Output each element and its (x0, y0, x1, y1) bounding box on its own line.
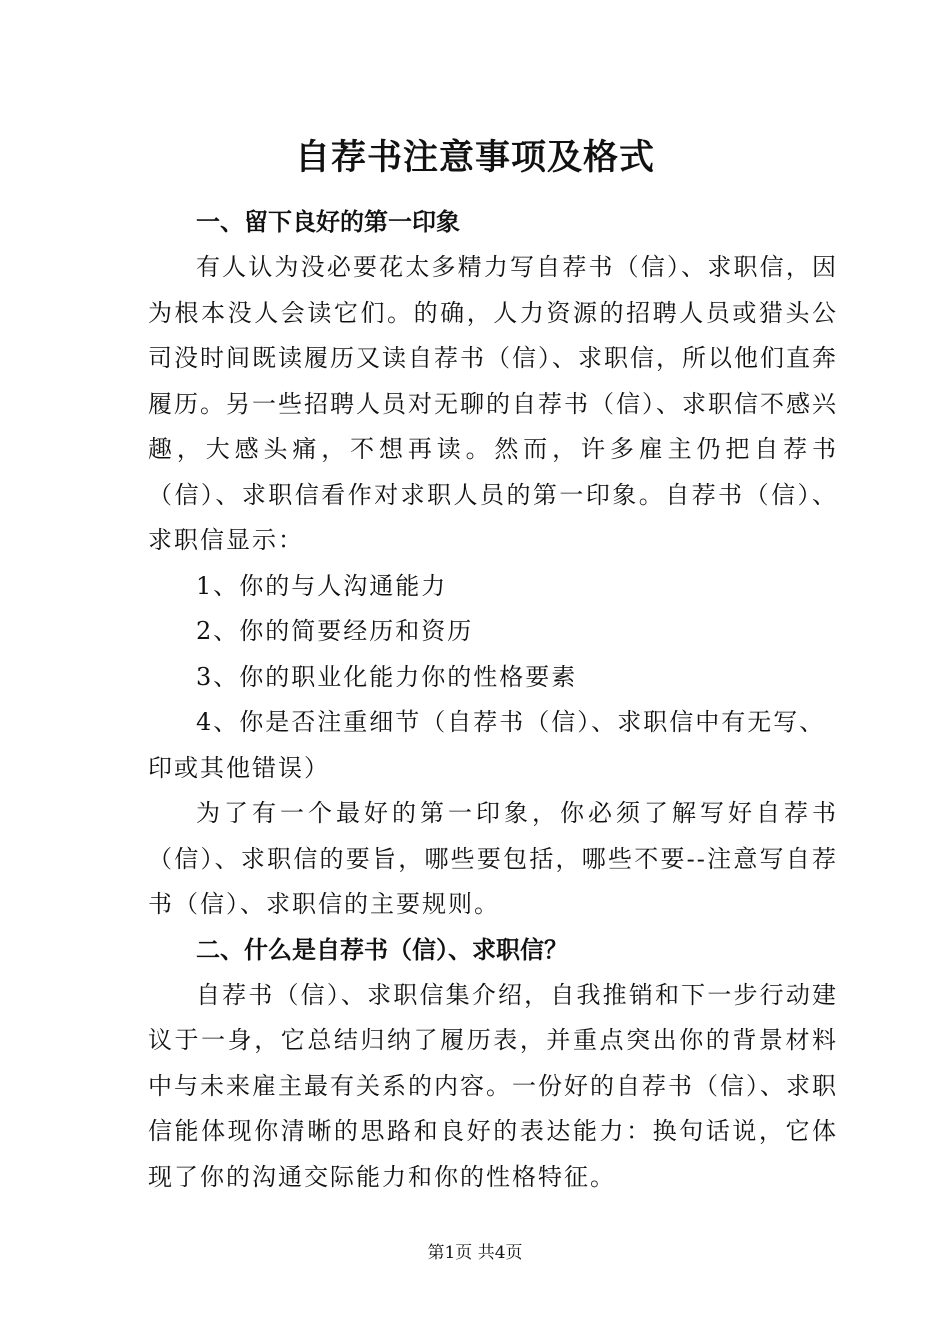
section-heading-what-is-cover-letter: 二、什么是自荐书（信）、求职信？ (196, 935, 568, 964)
paragraph-first-impression-advice: 为了有一个最好的第一印象，你必须了解写好自荐书（信）、求职信的要旨，哪些要包括，哪些不要--注意写自荐书（信）、求职信的主要规则。 (148, 799, 838, 918)
section-heading-first-impression: 一、留下良好的第一印象 (196, 208, 460, 236)
list-item: 3、你的职业化能力你的性格要素 (196, 662, 578, 691)
list-item: 4、你是否注重细节（自荐书（信）、求职信中有无写、印或其他错误） (148, 708, 826, 782)
paragraph-definition: 自荐书（信）、求职信集介绍，自我推销和下一步行动建议于一身，它总结归纳了履历表，并重点突出你的背景材料中与未来雇主最有关系的内容。一份好的自荐书（信）、求职信能体现你清晰的思路和良好的表达能力：换句话说，它体现了你的沟通交际能力和你的性格特征。 (148, 980, 838, 1191)
document-title: 自荐书注意事项及格式 (294, 137, 655, 178)
list-item: 2、你的简要经历和资历 (196, 617, 474, 645)
paragraph-intro: 有人认为没必要花太多精力写自荐书（信）、求职信，因为根本没人会读它们。的确，人力资源的招聘人员或猎头公司没时间既读履历又读自荐书（信）、求职信，所以他们直奔履历。另一些招聘人员对无聊的自荐书（信）、求职信不感兴趣，大感头痛，不想再读。然而，许多雇主仍把自荐书（信）、求职信看作对求职人员的第一印象。自荐书（信）、求职信显示： (148, 253, 838, 554)
page-number-footer: 第1页 共4页 (427, 1243, 523, 1263)
list-item: 1、你的与人沟通能力 (196, 571, 448, 600)
document-body (148, 200, 838, 1200)
